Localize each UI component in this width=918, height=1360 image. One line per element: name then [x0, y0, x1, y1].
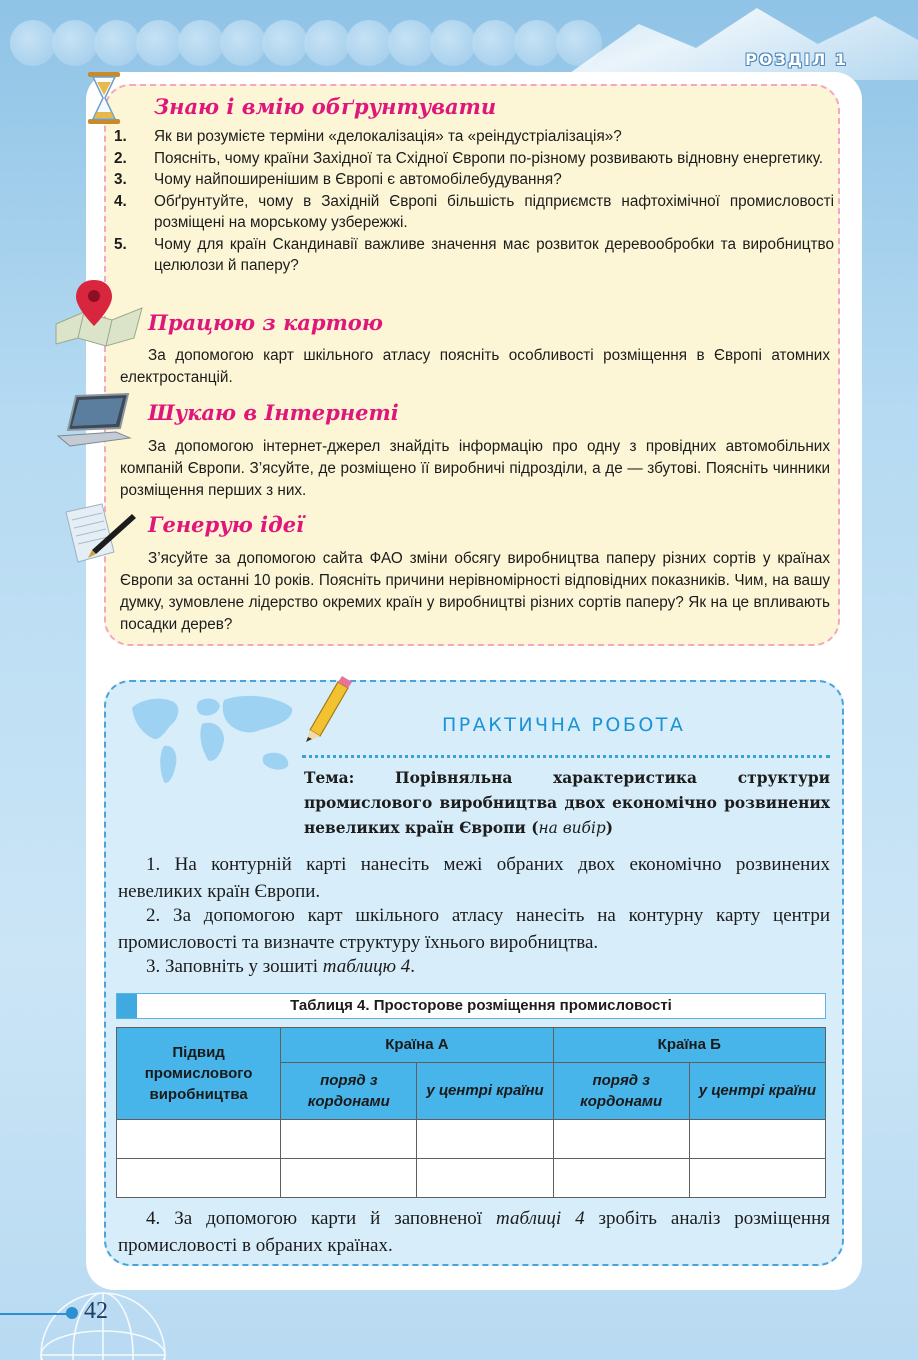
table-cell	[553, 1120, 689, 1159]
question-number: 5.	[114, 235, 127, 253]
section-tag: РОЗДІЛ 1	[745, 50, 848, 69]
pencil-icon	[294, 674, 352, 744]
subheader-b-center: у центрі країни	[689, 1062, 825, 1119]
heading-know: Знаю і вмію обґрунтувати	[154, 94, 497, 119]
question-text: Обґрунтуйте, чому в Західній Європі більшість підприємств нафтохімічної промисловості розміщені на морському узбережжі.	[154, 192, 834, 231]
world-map-icon	[128, 690, 300, 790]
map-pin-icon	[54, 278, 144, 348]
internet-task-text: За допомогою інтернет-джерел знайдіть інформацію про одну з провідних автомобільних компаній Європи. З’ясуйте, де розміщено її виробничі підрозділи, а де — збутові. Поясніть чинники розміщення перших з них.	[120, 438, 830, 499]
step4-end: зробіть аналіз розміщення промисловості в обраних країнах.	[118, 1208, 830, 1256]
topic-end-text: )	[605, 819, 614, 837]
table-cell	[281, 1120, 417, 1159]
subheader-b-border: поряд з кордонами	[553, 1062, 689, 1119]
heading-ideas: Генерую ідеї	[148, 512, 305, 537]
table-cell	[553, 1159, 689, 1198]
list-item	[114, 169, 834, 191]
table-cell	[117, 1159, 281, 1198]
topic-bold-text: Тема: Порівняльна характеристика структури промислового виробництва двох економічно розвинених невеликих країн Європи (	[304, 769, 830, 837]
table-cell	[281, 1159, 417, 1198]
step3-italic: таблицю 4	[322, 956, 411, 977]
question-number: 2.	[114, 149, 127, 167]
step4-italic: таблиці 4	[496, 1208, 585, 1229]
map-task-text: За допомогою карт шкільного атласу поясніть особливості розміщення в Європі атомних електростанцій.	[120, 347, 830, 386]
header-country-b: Країна Б	[553, 1028, 825, 1063]
industry-table	[116, 1027, 826, 1198]
header-bubbles	[0, 20, 640, 70]
questions-list	[114, 126, 834, 277]
table-cell	[417, 1120, 553, 1159]
practical-step-1: 1. На контурній карті нанесіть межі обраних двох економічно розвинених невеликих країн Європи.	[118, 854, 830, 902]
heading-map: Працюю з картою	[148, 310, 383, 335]
practical-step-4	[118, 1206, 830, 1259]
table-header-row	[117, 1028, 826, 1063]
list-item	[114, 191, 834, 234]
table-cell	[689, 1120, 825, 1159]
practical-step-2: 2. За допомогою карт шкільного атласу нанесіть на контурну карту центри промисловості та визначте структуру їхнього виробництва.	[118, 905, 830, 953]
topic-italic-text: на вибір	[538, 819, 606, 837]
hourglass-icon	[84, 70, 124, 126]
footer-dot	[66, 1307, 78, 1319]
step4-text: 4. За допомогою карти й заповненої	[146, 1208, 497, 1229]
question-text: Поясніть, чому країни Західної та Східної Європи по-різному розвивають відновну енергетику.	[154, 149, 824, 167]
table-caption: Таблиця 4. Просторове розміщення промисловості	[290, 997, 672, 1014]
page-number: 42	[84, 1298, 108, 1324]
question-text: Чому найпоширенішим в Європі є автомобілебудування?	[154, 171, 562, 188]
question-number: 3.	[114, 171, 127, 188]
table-caption-bar	[116, 993, 826, 1019]
caption-square-icon	[117, 994, 137, 1018]
question-number: 1.	[114, 128, 127, 145]
practical-topic	[304, 766, 830, 841]
list-item	[114, 148, 834, 170]
table-row	[117, 1120, 826, 1159]
list-item	[114, 126, 834, 148]
dotted-divider	[302, 755, 830, 758]
list-item	[114, 234, 834, 277]
table-cell	[689, 1159, 825, 1198]
heading-internet: Шукаю в Інтернеті	[148, 400, 399, 425]
question-text: Як ви розумієте терміни «делокалізація» та «реіндустріалізація»?	[154, 128, 622, 145]
footer-line	[0, 1313, 70, 1315]
step3-text: 3. Заповніть у зошиті	[146, 956, 323, 977]
question-text: Чому для країн Скандинавії важливе значення має розвиток деревообробки та виробництво целюлози й паперу?	[154, 235, 834, 274]
header-country-a: Країна А	[281, 1028, 553, 1063]
subheader-a-center: у центрі країни	[417, 1062, 553, 1119]
subheader-a-border: поряд з кордонами	[281, 1062, 417, 1119]
table-cell	[117, 1120, 281, 1159]
table-cell	[417, 1159, 553, 1198]
practical-step-3	[118, 954, 830, 981]
table-row	[117, 1159, 826, 1198]
header-subdivision: Підвид промислового виробництва	[117, 1028, 281, 1120]
ideas-task-text: З’ясуйте за допомогою сайта ФАО зміни обсягу виробництва паперу різних сортів у країнах Європи за останні 10 років. Поясніть причини нерівномірності відповідних показників. Чим, на вашу думку, зумовлене лідерство окремих країн у виробництві різних сортів паперу? Як на це впливають посадки дерев?	[120, 550, 830, 633]
question-number: 4.	[114, 192, 127, 210]
step3-end: .	[410, 956, 415, 977]
practical-work-title: ПРАКТИЧНА РОБОТА	[442, 714, 686, 736]
